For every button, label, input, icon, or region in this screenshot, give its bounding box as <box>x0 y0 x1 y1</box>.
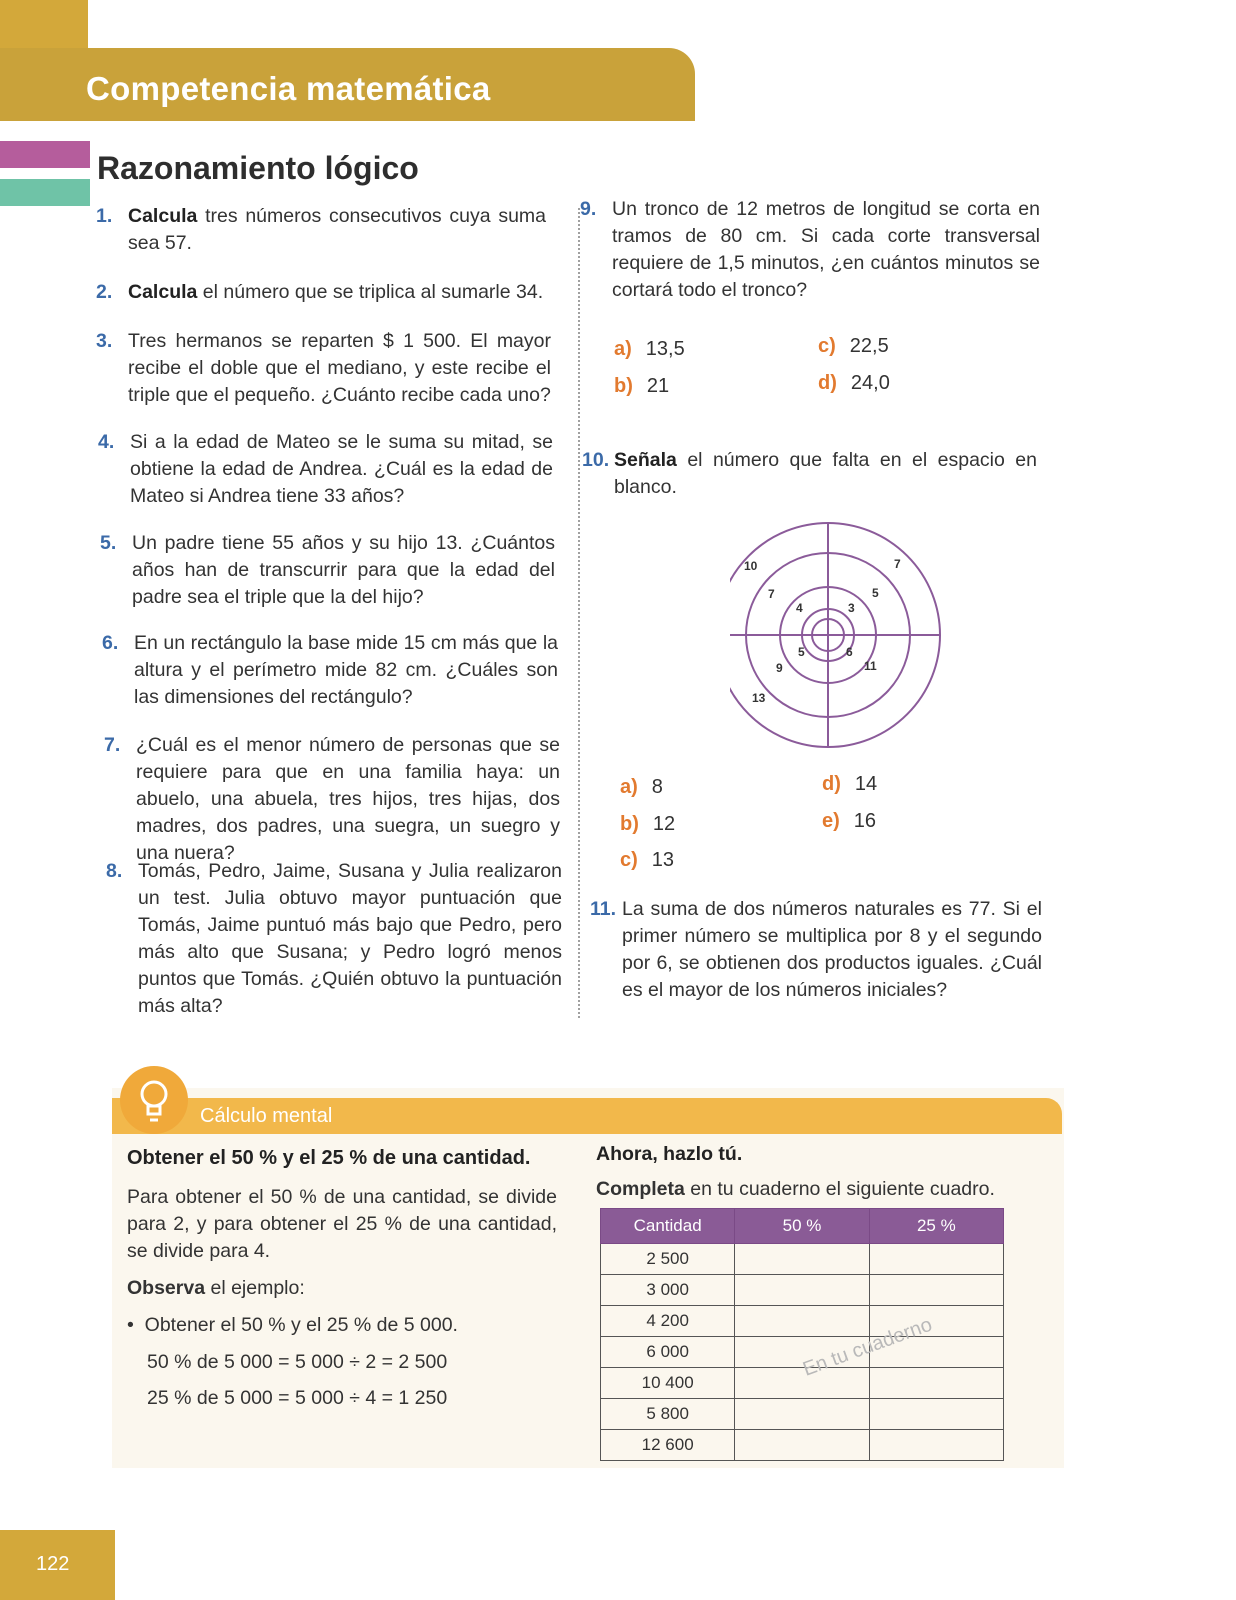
blank-cell <box>735 1399 869 1430</box>
problem-2 <box>96 279 546 309</box>
problem-4 <box>98 429 553 513</box>
target-number: 9 <box>776 661 783 675</box>
target-number: 5 <box>798 645 805 659</box>
blank-cell <box>869 1275 1003 1306</box>
problem-text: Tres hermanos se reparten $ 1 500. El mayor recibe el doble que el mediano, y este recibe el triple que el pequeño. ¿Cuánto recibe cada uno? <box>128 330 551 406</box>
problem-text: En un rectángulo la base mide 15 cm más que la altura y el perímetro mide 82 cm. ¿Cuáles son las dimensiones del rectángulo? <box>134 632 558 708</box>
problem-1 <box>96 203 546 259</box>
problem-3 <box>96 328 551 412</box>
calculo-heading: Obtener el 50 % y el 25 % de una cantidad. <box>127 1147 531 1169</box>
option-b: b) 12 <box>620 813 676 835</box>
problem-text: La suma de dos números naturales es 77. Si el primer número se multiplica por 8 y el segundo por 6, se obtienen dos productos iguales. ¿Cuál es el mayor de los números iniciales? <box>622 898 1042 1001</box>
example-bullet: • Obtener el 50 % y el 25 % de 5 000. <box>127 1314 458 1336</box>
target-number: 4 <box>796 601 803 615</box>
option-d: d) 24,0 <box>818 372 890 394</box>
problem-10 <box>582 447 1037 503</box>
problem-number: 11. <box>590 898 617 920</box>
header-cantidad: Cantidad <box>601 1209 735 1244</box>
header-25: 25 % <box>869 1209 1003 1244</box>
problem-number: 5. <box>100 532 117 554</box>
problem-7 <box>104 732 560 864</box>
target-diagram <box>730 520 960 760</box>
problem-8 <box>106 858 562 1017</box>
target-number: 13 <box>752 691 766 705</box>
blank-cell <box>735 1306 869 1337</box>
blank-cell <box>869 1399 1003 1430</box>
en-tu-cuaderno-stamp: En tu cuaderno <box>800 1313 935 1381</box>
problem-number: 8. <box>106 860 123 882</box>
hazlo-heading: Ahora, hazlo tú. <box>596 1143 743 1165</box>
blank-cell <box>869 1244 1003 1275</box>
cantidad-cell: 12 600 <box>601 1430 735 1461</box>
blank-cell <box>869 1368 1003 1399</box>
header-title: Competencia matemática <box>86 70 491 107</box>
complete-instruction: Completa en tu cuaderno el siguiente cuadro. <box>596 1178 995 1200</box>
target-number: 7 <box>768 587 775 601</box>
calculo-right-column <box>596 1143 995 1201</box>
target-svg <box>730 520 960 760</box>
cantidad-cell: 4 200 <box>601 1306 735 1337</box>
problem-9 <box>580 196 1040 308</box>
header-50: 50 % <box>735 1209 869 1244</box>
problem-number: 2. <box>96 281 113 303</box>
blank-cell <box>869 1430 1003 1461</box>
problem-text: Un padre tiene 55 años y su hijo 13. ¿Cuántos años han de transcurrir para que la edad del padre sea el triple que la del hijo? <box>132 532 555 608</box>
problem-number: 3. <box>96 330 113 352</box>
percentage-table <box>600 1208 1004 1461</box>
problem-text: Si a la edad de Mateo se le suma su mitad, se obtiene la edad de Andrea. ¿Cuál es la edad de Mateo si Andrea tiene 33 años? <box>130 431 553 507</box>
problem-6 <box>102 630 558 714</box>
problem-text: Calcula tres números consecutivos cuya suma sea 57. <box>128 205 546 254</box>
table-row <box>601 1430 1004 1461</box>
target-number: 5 <box>872 586 879 600</box>
blank-cell <box>735 1275 869 1306</box>
table-row <box>601 1306 1004 1337</box>
option-a: a) 8 <box>620 776 663 798</box>
table-row <box>601 1399 1004 1430</box>
problem-text: ¿Cuál es el menor número de personas que se requiere para que en una familia haya: un abuelo, una abuela, tres hijos, tres hijas, dos madres, dos padres, una suegra, un suegro y una nuera? <box>136 734 560 864</box>
option-c: c) 13 <box>620 849 675 871</box>
problem-11 <box>590 896 1042 1008</box>
problem-number: 9. <box>580 198 597 220</box>
option-b: b) 21 <box>614 375 670 397</box>
option-c: c) 22,5 <box>818 335 889 357</box>
problem-number: 10. <box>582 449 610 471</box>
example-line-2: 25 % de 5 000 = 5 000 ÷ 4 = 1 250 <box>147 1387 448 1409</box>
column-divider <box>578 208 580 1018</box>
target-number: 3 <box>848 601 855 615</box>
teal-strip <box>0 179 90 206</box>
pink-strip <box>0 141 90 168</box>
section-title: Razonamiento lógico <box>97 150 419 186</box>
problem-number: 7. <box>104 734 121 756</box>
cantidad-cell: 3 000 <box>601 1275 735 1306</box>
problem-5 <box>100 530 555 614</box>
table-row <box>601 1275 1004 1306</box>
problem-text: Calcula el número que se triplica al sumarle 34. <box>128 281 544 303</box>
target-number: 11 <box>864 659 877 673</box>
target-number: 6 <box>846 645 853 659</box>
cantidad-cell: 5 800 <box>601 1399 735 1430</box>
problem-number: 1. <box>96 205 113 227</box>
calculo-intro: Para obtener el 50 % de una cantidad, se divide para 2, y para obtener el 25 % de una cantidad, se divide para 4. <box>127 1186 557 1262</box>
blank-cell <box>735 1430 869 1461</box>
problem-number: 4. <box>98 431 115 453</box>
target-number: 10 <box>744 559 758 573</box>
cantidad-cell: 2 500 <box>601 1244 735 1275</box>
calculo-mental-title: Cálculo mental <box>200 1105 333 1127</box>
table-row <box>601 1244 1004 1275</box>
lightbulb-icon <box>120 1066 188 1134</box>
problem-text: Señala el número que falta en el espacio en blanco. <box>614 449 1037 498</box>
table-row <box>601 1368 1004 1399</box>
calculo-left-column <box>127 1145 557 1412</box>
blank-cell <box>735 1368 869 1399</box>
problem-text: Un tronco de 12 metros de longitud se corta en tramos de 80 cm. Si cada corte transversal requiere de 1,5 minutos, ¿en cuántos minutos se cortará todo el tronco? <box>612 198 1040 301</box>
page-number: 122 <box>36 1553 70 1575</box>
option-e: e) 16 <box>822 810 877 832</box>
blank-cell <box>735 1244 869 1275</box>
target-number: 7 <box>894 557 901 571</box>
observe-line: Observa el ejemplo: <box>127 1277 305 1299</box>
problem-number: 6. <box>102 632 119 654</box>
option-a: a) 13,5 <box>614 338 685 360</box>
option-d: d) 14 <box>822 773 878 795</box>
cantidad-cell: 6 000 <box>601 1337 735 1368</box>
example-line-1: 50 % de 5 000 = 5 000 ÷ 2 = 2 500 <box>147 1351 448 1373</box>
problem-text: Tomás, Pedro, Jaime, Susana y Julia realizaron un test. Julia obtuvo mayor puntuación que Tomás, Jaime puntuó más bajo que Pedro, pero más alto que Susana; y Pedro logró menos puntos que Tomás. ¿Quién obtuvo la puntuación más alta? <box>138 860 562 1017</box>
cantidad-cell: 10 400 <box>601 1368 735 1399</box>
